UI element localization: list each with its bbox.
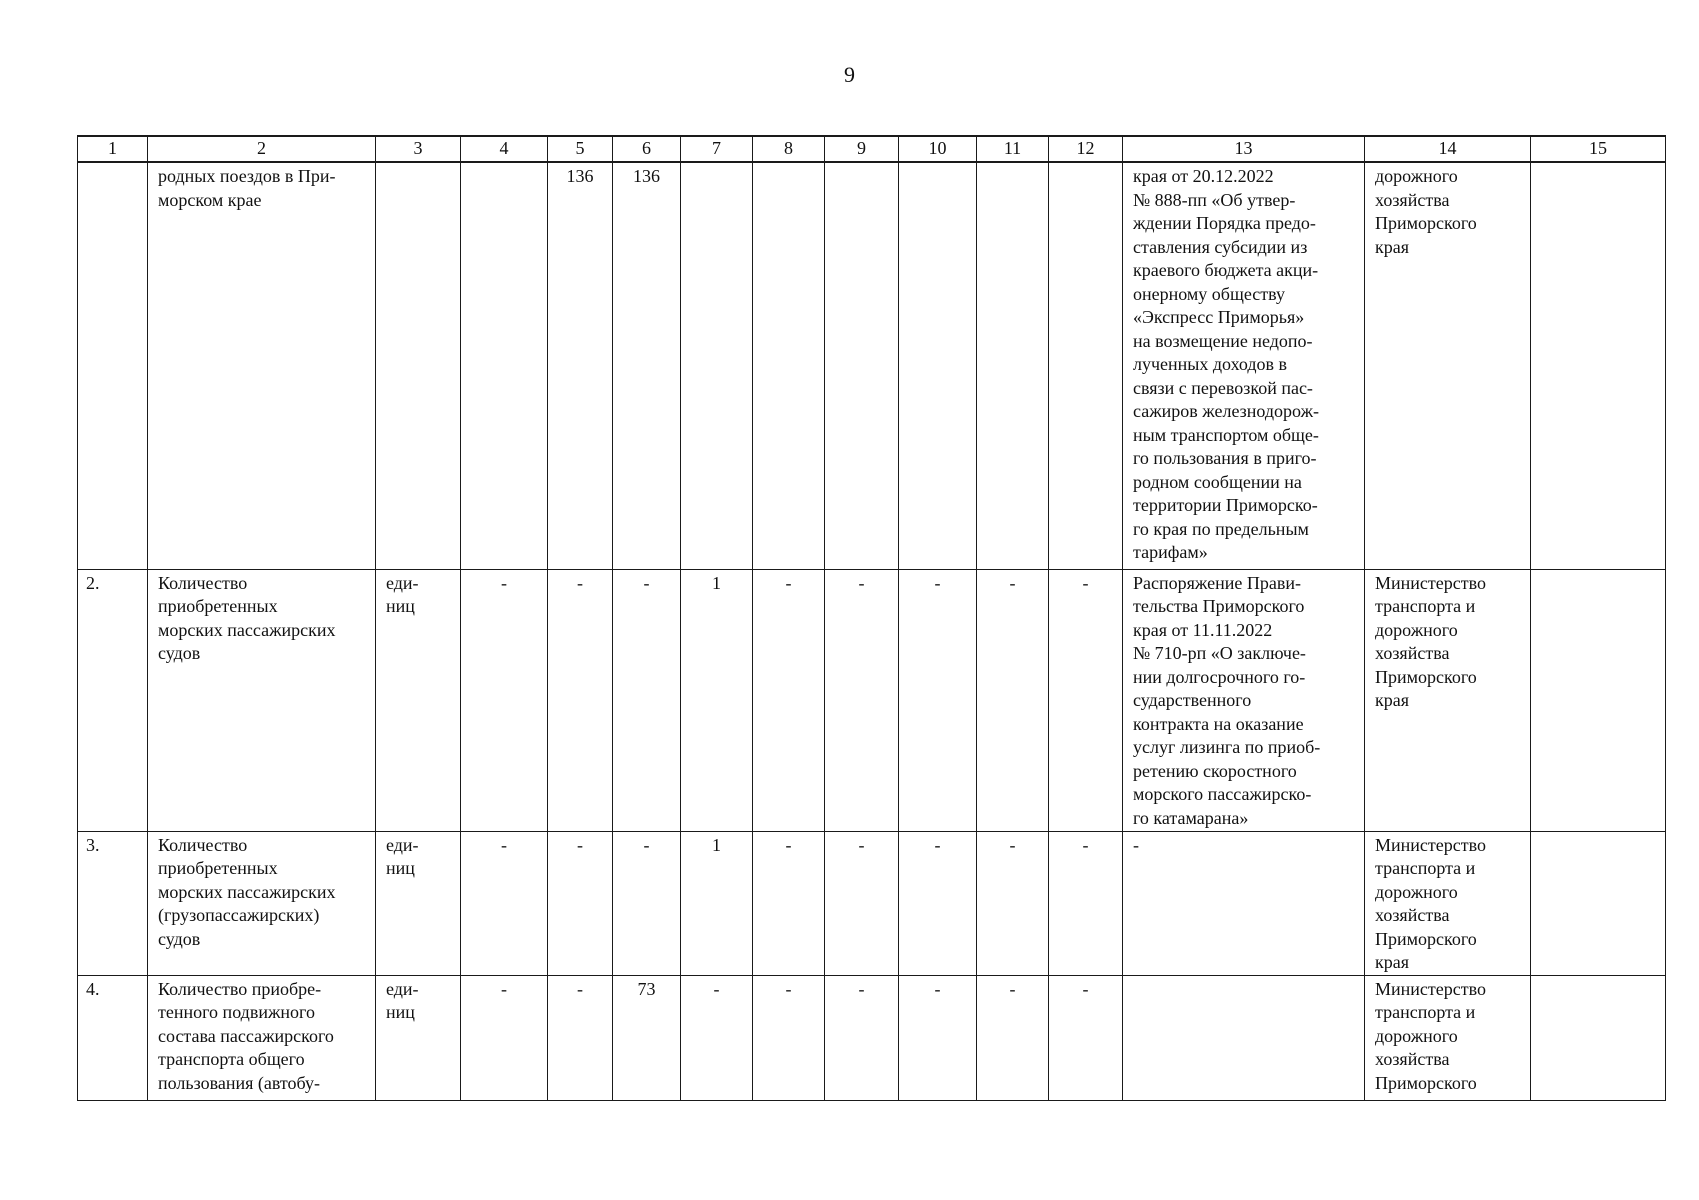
column-number-header: 11: [977, 136, 1049, 162]
value-cell: -: [899, 569, 977, 831]
column-number-header: 15: [1531, 136, 1666, 162]
cell-text: Количество приобре- тенного подвижного состава пассажирского транспорта общего пользования (автобу-: [158, 978, 334, 1093]
value-cell: -: [753, 831, 825, 975]
responsible-body-cell: [1365, 831, 1531, 975]
value-cell: [899, 162, 977, 569]
cell-text: дорожного хозяйства Приморского края: [1375, 166, 1477, 257]
value-cell: [825, 162, 899, 569]
value-cell: -: [899, 831, 977, 975]
column-number-header: 2: [148, 136, 376, 162]
value-cell: [681, 162, 753, 569]
page-number: 9: [844, 62, 855, 87]
value-cell: 1: [681, 831, 753, 975]
legal-basis-cell: [1123, 162, 1365, 569]
column-number-header: 14: [1365, 136, 1531, 162]
value-cell: -: [977, 569, 1049, 831]
value-cell: 73: [613, 975, 681, 1100]
value-cell: -: [681, 975, 753, 1100]
row-index-cell: 3.: [78, 831, 148, 975]
unit-cell: [376, 569, 461, 831]
cell-text: Количество приобретенных морских пассажирских (грузопассажирских) судов: [158, 834, 336, 949]
value-cell: -: [613, 831, 681, 975]
empty-cell: [1531, 162, 1666, 569]
column-number-header: 7: [681, 136, 753, 162]
value-cell: -: [1049, 975, 1123, 1100]
table-row: [78, 975, 1666, 1100]
column-number-header-row: [78, 136, 1666, 162]
cell-text: еди- ниц: [386, 978, 419, 1022]
cell-text: еди- ниц: [386, 572, 419, 616]
column-number-header: 12: [1049, 136, 1123, 162]
value-cell: -: [461, 831, 548, 975]
unit-cell: [376, 975, 461, 1100]
value-cell: -: [899, 975, 977, 1100]
value-cell: [1049, 162, 1123, 569]
empty-cell: [1531, 975, 1666, 1100]
cell-text: еди- ниц: [386, 834, 419, 878]
column-number-header: 13: [1123, 136, 1365, 162]
legal-basis-cell: [1123, 569, 1365, 831]
indicator-name-cell: [148, 162, 376, 569]
program-indicators-table: [77, 135, 1666, 1101]
table-row: [78, 831, 1666, 975]
cell-text: Министерство транспорта и дорожного хозяйства Приморского края: [1375, 572, 1486, 710]
indicator-name-cell: [148, 831, 376, 975]
unit-cell: [376, 831, 461, 975]
value-cell: -: [977, 831, 1049, 975]
responsible-body-cell: [1365, 975, 1531, 1100]
legal-basis-cell: [1123, 975, 1365, 1100]
cell-text: -: [1133, 834, 1139, 855]
value-cell: [461, 162, 548, 569]
empty-cell: [1531, 569, 1666, 831]
column-number-header: 10: [899, 136, 977, 162]
value-cell: 136: [548, 162, 613, 569]
responsible-body-cell: [1365, 162, 1531, 569]
row-index-cell: 2.: [78, 569, 148, 831]
value-cell: 1: [681, 569, 753, 831]
row-index-cell: [78, 162, 148, 569]
cell-text: родных поездов в При- морском крае: [158, 166, 336, 210]
value-cell: -: [461, 569, 548, 831]
value-cell: -: [977, 975, 1049, 1100]
column-number-header: 6: [613, 136, 681, 162]
cell-text: Министерство транспорта и дорожного хозяйства Приморского края: [1375, 834, 1486, 972]
value-cell: -: [613, 569, 681, 831]
value-cell: -: [753, 569, 825, 831]
table-row: [78, 162, 1666, 569]
column-number-header: 1: [78, 136, 148, 162]
value-cell: -: [1049, 569, 1123, 831]
cell-text: Министерство транспорта и дорожного хозяйства Приморского: [1375, 978, 1486, 1093]
value-cell: -: [548, 975, 613, 1100]
value-cell: -: [825, 975, 899, 1100]
cell-text: Распоряжение Прави- тельства Приморского края от 11.11.2022 № 710-рп «О заключе- нии долгосрочного го- сударственного контракта на оказание услуг лизинга по приоб- ретению скоростного морского пассажирско- го катамарана»: [1133, 572, 1321, 828]
indicator-name-cell: [148, 975, 376, 1100]
column-number-header: 5: [548, 136, 613, 162]
value-cell: -: [461, 975, 548, 1100]
value-cell: -: [825, 569, 899, 831]
cell-text: Количество приобретенных морских пассажирских судов: [158, 572, 336, 663]
column-number-header: 9: [825, 136, 899, 162]
legal-basis-cell: [1123, 831, 1365, 975]
value-cell: 136: [613, 162, 681, 569]
indicator-name-cell: [148, 569, 376, 831]
value-cell: [753, 162, 825, 569]
responsible-body-cell: [1365, 569, 1531, 831]
value-cell: -: [1049, 831, 1123, 975]
value-cell: -: [753, 975, 825, 1100]
unit-cell: [376, 162, 461, 569]
value-cell: [977, 162, 1049, 569]
value-cell: -: [548, 569, 613, 831]
value-cell: -: [825, 831, 899, 975]
column-number-header: 4: [461, 136, 548, 162]
column-number-header: 8: [753, 136, 825, 162]
row-index-cell: 4.: [78, 975, 148, 1100]
cell-text: края от 20.12.2022 № 888-пп «Об утвер- ждении Порядка предо- ставления субсидии из краевого бюджета акци- онерному обществу «Экспресс Приморья» на возмещение недопо- лученных доходов в связи с перевозкой пас- сажиров железнодорож- ным транспортом обще- го пользования в приго- родном сообщении на территории Приморско- го края по предельным тарифам»: [1133, 166, 1320, 562]
value-cell: -: [548, 831, 613, 975]
table-row: [78, 569, 1666, 831]
empty-cell: [1531, 831, 1666, 975]
column-number-header: 3: [376, 136, 461, 162]
